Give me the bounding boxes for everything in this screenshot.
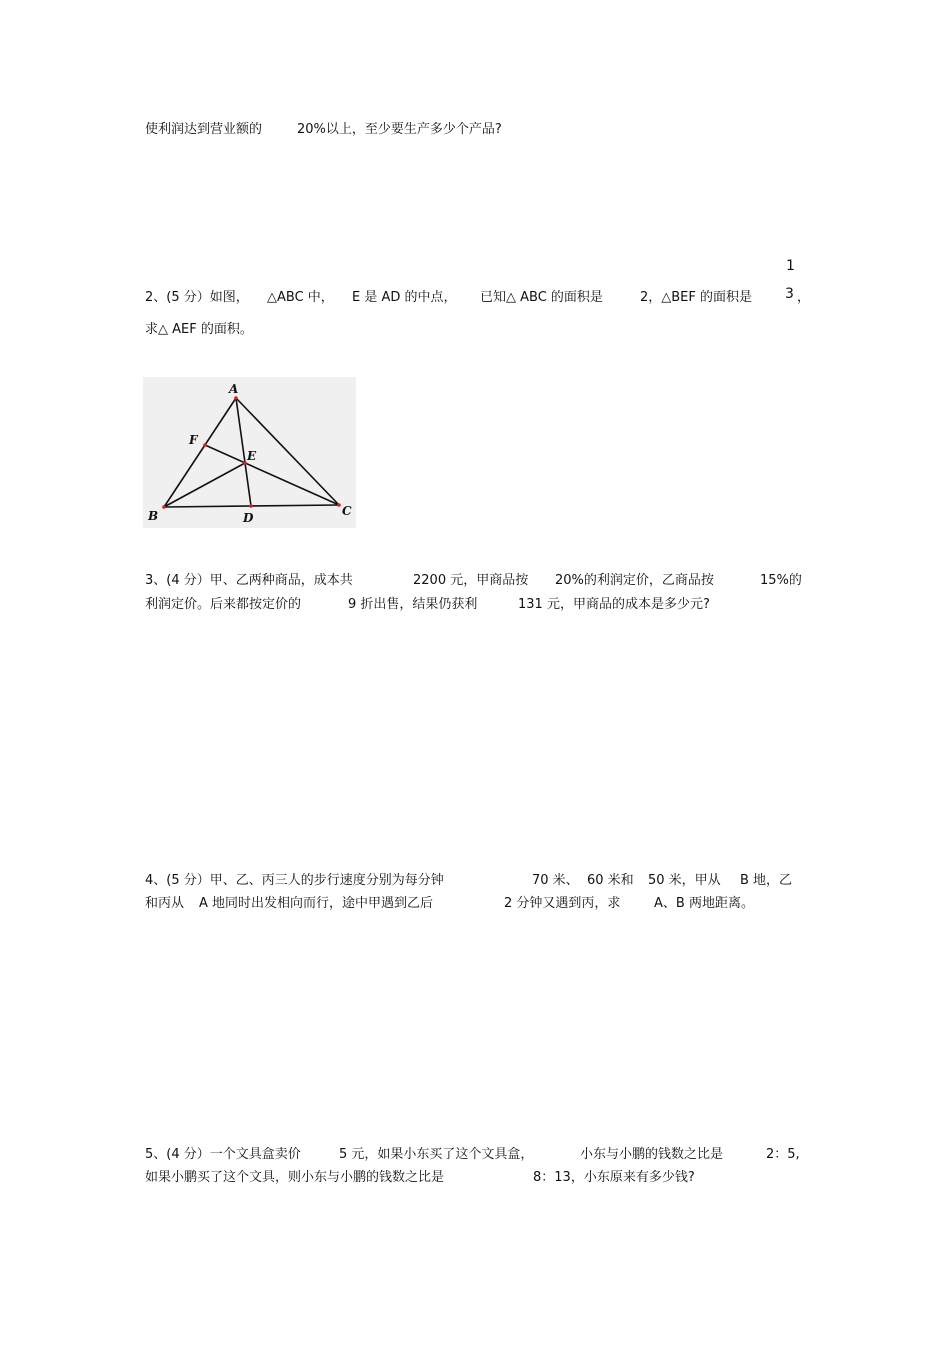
q3-text-part5: 利润定价。后来都按定价的 [145, 597, 302, 612]
q3-text-part4: 15%的 [760, 573, 802, 588]
q2-comma: ， [797, 290, 811, 305]
q2-text-area-bef: 2，△BEF 的面积是 [640, 290, 753, 305]
segment-be [164, 463, 245, 507]
q4-text-part4: 50 米，甲从 [648, 873, 721, 888]
label-b: B [148, 509, 159, 523]
q5-text-part2: 5 元，如果小东买了这个文具盒， [339, 1147, 534, 1162]
point-a [234, 396, 238, 400]
label-e: E [247, 449, 257, 463]
q1-text-part2: 20%以上，至少要生产多少个产品? [297, 122, 502, 137]
fraction-numerator: 1 [786, 258, 795, 274]
q4-text-part2: 70 米、 [532, 873, 579, 888]
q3-text-part6: 9 折出售，结果仍获利 [348, 597, 478, 612]
q4-text-part9: A、B 两地距离。 [654, 896, 754, 911]
q4-text-part1: 4、(5 分）甲、乙、丙三人的步行速度分别为每分钟 [145, 873, 444, 888]
point-b [162, 505, 166, 509]
fraction-denominator: 3 [785, 286, 794, 302]
q4-text-part8: 2 分钟又遇到丙，求 [504, 896, 621, 911]
q4-text-part6: 和丙从 [145, 896, 185, 911]
q3-text-part3: 20%的利润定价，乙商品按 [555, 573, 714, 588]
q2-text-triangle: △ABC 中， [267, 290, 334, 305]
point-c [337, 503, 341, 507]
q4-text-part7: A 地同时出发相向而行，途中甲遇到乙后 [199, 896, 434, 911]
q5-text-part5: 如果小鹏买了这个文具，则小东与小鹏的钱数之比是 [145, 1170, 445, 1185]
q3-text-part2: 2200 元，甲商品按 [413, 573, 529, 588]
q1-text-part1: 使利润达到营业额的 [145, 122, 263, 137]
q4-text-part3: 60 米和 [587, 873, 634, 888]
q2-text-line2: 求△ AEF 的面积。 [145, 322, 253, 337]
label-c: C [342, 504, 352, 518]
q2-text-area-abc: 已知△ ABC 的面积是 [480, 290, 603, 305]
point-d [249, 504, 253, 508]
label-f: F [189, 433, 198, 447]
q3-text-part1: 3、(4 分）甲、乙两种商品，成本共 [145, 573, 353, 588]
label-d: D [243, 511, 254, 525]
q4-text-part5: B 地，乙 [740, 873, 793, 888]
triangle-diagram [143, 377, 356, 528]
segment-ab [164, 398, 236, 507]
q5-text-part6: 8：13，小东原来有多少钱? [533, 1170, 695, 1185]
q2-text-midpoint: E 是 AD 的中点， [352, 290, 457, 305]
label-a: A [229, 382, 239, 396]
q5-text-part3: 小东与小鹏的钱数之比是 [580, 1147, 724, 1162]
q5-text-part4: 2：5, [766, 1147, 800, 1162]
q2-text-number: 2、(5 分）如图， [145, 290, 249, 305]
q3-text-part7: 131 元，甲商品的成本是多少元? [518, 597, 710, 612]
point-f [203, 443, 207, 447]
q5-text-part1: 5、(4 分）一个文具盒卖价 [145, 1147, 301, 1162]
triangle-figure [143, 377, 356, 528]
segment-fc [205, 445, 339, 505]
